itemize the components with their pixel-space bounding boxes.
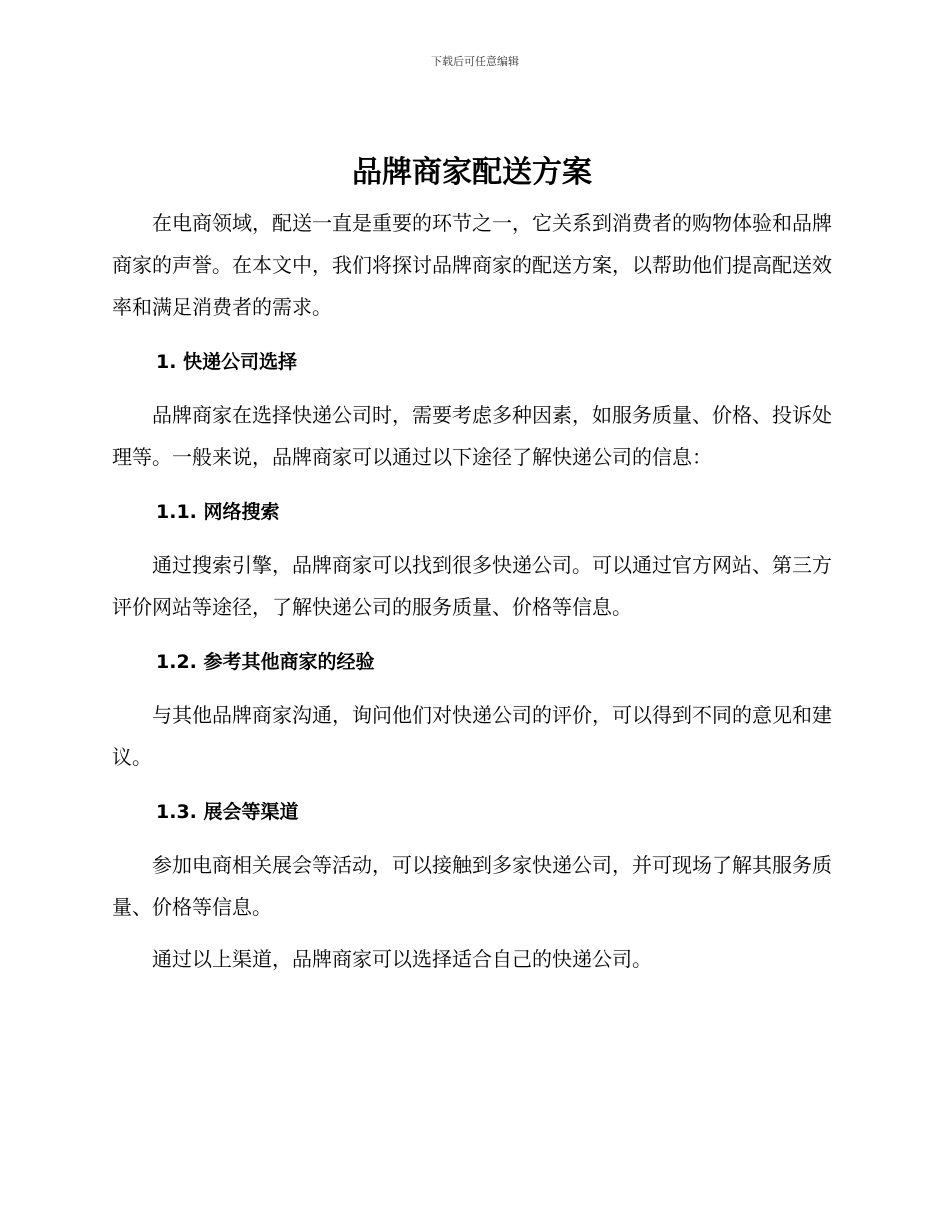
intro-paragraph: 在电商领域，配送一直是重要的环节之一，它关系到消费者的购物体验和品牌商家的声誉。在本文中，我们将探讨品牌商家的配送方案，以帮助他们提高配送效率和满足消费者的需求。 <box>112 211 832 319</box>
section-1-3-paragraph: 参加电商相关展会等活动，可以接触到多家快递公司，并可现场了解其服务质量、价格等信息。 <box>112 853 832 919</box>
document-title: 品牌商家配送方案 <box>352 155 592 190</box>
conclusion-paragraph: 通过以上渠道，品牌商家可以选择适合自己的快递公司。 <box>152 947 652 971</box>
section-1-2-paragraph: 与其他品牌商家沟通，询问他们对快递公司的评价，可以得到不同的意见和建议。 <box>112 703 832 769</box>
document-body <box>112 150 832 980</box>
header-note: 下载后可任意编辑 <box>431 55 519 68</box>
section-1-1-paragraph: 通过搜索引擎，品牌商家可以找到很多快递公司。可以通过官方网站、第三方评价网站等途径，了解快递公司的服务质量、价格等信息。 <box>112 553 832 619</box>
section-1-heading: 1. 快递公司选择 <box>156 351 298 373</box>
section-1-2-heading: 1.2. 参考其他商家的经验 <box>156 651 375 673</box>
section-1-paragraph: 品牌商家在选择快递公司时，需要考虑多种因素，如服务质量、价格、投诉处理等。一般来说，品牌商家可以通过以下途径了解快递公司的信息： <box>112 403 832 469</box>
section-1-1-heading: 1.1. 网络搜索 <box>156 501 280 523</box>
section-1-3-heading: 1.3. 展会等渠道 <box>156 801 299 823</box>
